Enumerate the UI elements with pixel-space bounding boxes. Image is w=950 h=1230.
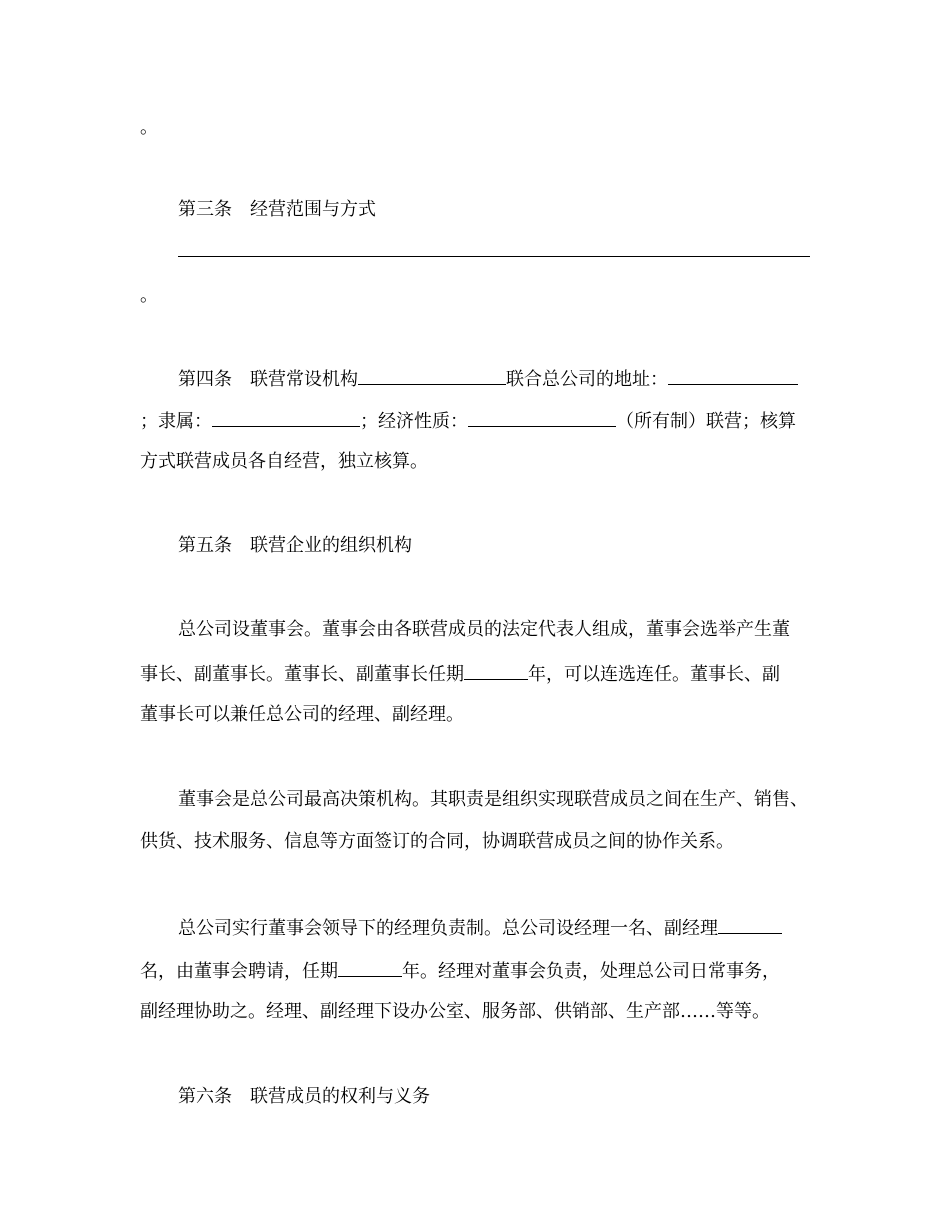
economic-nature-blank xyxy=(468,408,616,427)
text: 。 xyxy=(140,117,158,138)
text: 名，由董事会聘请，任期 xyxy=(140,961,338,982)
text: 第四条 联营常设机构 xyxy=(178,369,358,390)
board-paragraph-line-2 xyxy=(140,661,780,685)
business-scope-blank-line xyxy=(178,256,810,257)
text: 董事长可以兼任总公司的经理、副经理。 xyxy=(140,704,464,725)
text: 供货、技术服务、信息等方面签订的合同，协调联营成员之间的协作关系。 xyxy=(140,831,734,852)
manager-paragraph-line-3 xyxy=(140,1000,770,1024)
article-4-line-2 xyxy=(140,408,796,432)
text: 副经理协助之。经理、副经理下设办公室、服务部、供销部、生产部……等等。 xyxy=(140,1001,770,1022)
text: （所有制）联营；核算 xyxy=(616,411,796,432)
article-4-line-3 xyxy=(140,450,428,474)
manager-paragraph-line-2 xyxy=(140,958,780,982)
text: 。 xyxy=(140,285,158,306)
duties-paragraph-line-2 xyxy=(140,830,734,854)
text: 年，可以连选连任。董事长、副 xyxy=(528,664,780,685)
term-years-blank xyxy=(464,661,528,680)
paragraph-end-mark xyxy=(140,116,158,140)
board-paragraph-line-3 xyxy=(140,703,464,727)
text: ；经济性质： xyxy=(360,411,468,432)
text: 总公司实行董事会领导下的经理负责制。总公司设经理一名、副经理 xyxy=(178,918,718,939)
text: ；隶属： xyxy=(140,411,212,432)
text: 董事会是总公司最高决策机构。其职责是组织实现联营成员之间在生产、销售、 xyxy=(178,789,808,810)
board-paragraph-line-1 xyxy=(178,618,790,642)
deputy-count-blank xyxy=(718,915,782,934)
address-blank xyxy=(668,366,798,385)
article-6-heading xyxy=(178,1085,430,1109)
heading-text: 第六条 联营成员的权利与义务 xyxy=(178,1086,430,1107)
text: 方式联营成员各自经营，独立核算。 xyxy=(140,451,428,472)
affiliation-blank xyxy=(212,408,360,427)
article-4-line-1 xyxy=(178,366,798,390)
text: 年。经理对董事会负责，处理总公司日常事务， xyxy=(402,961,780,982)
article-3-heading xyxy=(178,198,376,222)
text: 联合总公司的地址： xyxy=(506,369,668,390)
paragraph-end-mark xyxy=(140,284,158,308)
institution-blank xyxy=(358,366,506,385)
manager-term-blank xyxy=(338,958,402,977)
text: 总公司设董事会。董事会由各联营成员的法定代表人组成，董事会选举产生董 xyxy=(178,619,790,640)
text: 事长、副董事长。董事长、副董事长任期 xyxy=(140,664,464,685)
duties-paragraph-line-1 xyxy=(178,788,808,812)
manager-paragraph-line-1 xyxy=(178,915,782,939)
heading-text: 第五条 联营企业的组织机构 xyxy=(178,535,412,556)
article-5-heading xyxy=(178,534,412,558)
heading-text: 第三条 经营范围与方式 xyxy=(178,199,376,220)
